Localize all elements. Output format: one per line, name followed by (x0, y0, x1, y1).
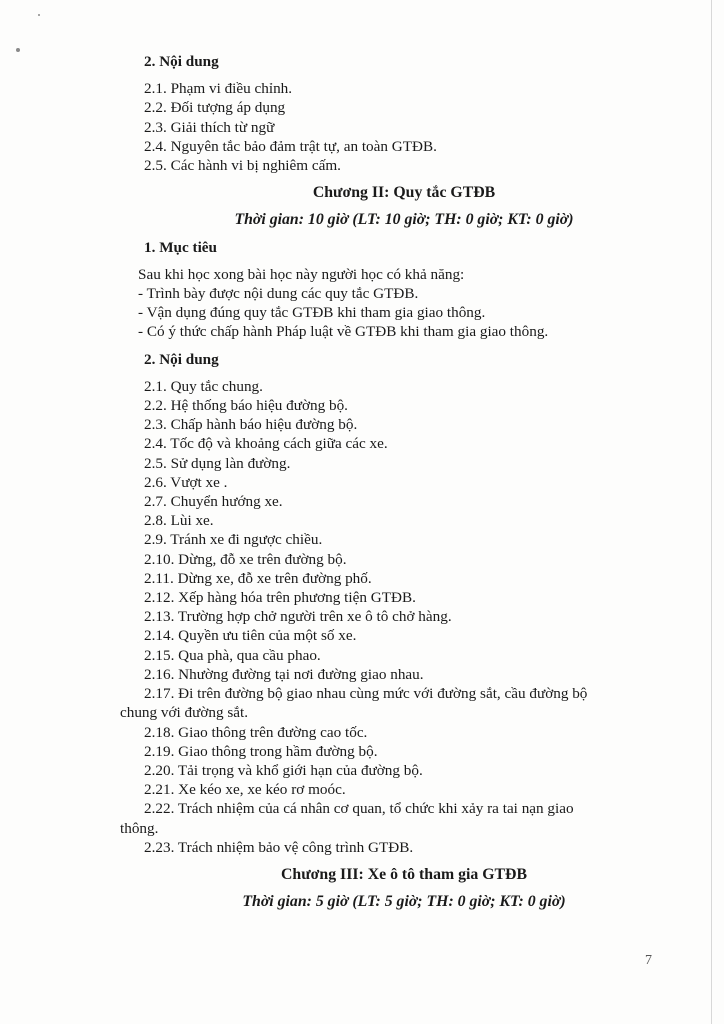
section-heading: 2. Nội dung (144, 53, 219, 70)
list-item: 2.13. Trường hợp chở người trên xe ô tô chở hàng. (144, 608, 452, 626)
objective-line: - Vận dụng đúng quy tắc GTĐB khi tham gia giao thông. (138, 304, 486, 322)
chapter-title: Chương III: Xe ô tô tham gia GTĐB (281, 865, 527, 883)
list-item: 2.23. Trách nhiệm bảo vệ công trình GTĐB. (144, 838, 414, 856)
content-list (144, 79, 664, 175)
page-number: 7 (645, 953, 652, 968)
list-item: 2.1. Quy tắc chung. (144, 377, 263, 395)
document-body (120, 52, 664, 919)
objectives-list (138, 265, 664, 342)
list-item (120, 684, 664, 722)
scan-edge-line (711, 0, 712, 1024)
list-item: 2.5. Các hành vi bị nghiêm cấm. (144, 157, 341, 175)
list-item-line: chung với đường sắt. (120, 704, 249, 722)
list-item (120, 799, 664, 837)
list-item: 2.4. Tốc độ và khoảng cách giữa các xe. (144, 435, 388, 453)
list-item: 2.9. Tránh xe đi ngược chiều. (144, 531, 323, 549)
scan-speck (16, 48, 20, 52)
list-item: 2.1. Phạm vi điều chỉnh. (144, 80, 293, 98)
content-list (120, 377, 664, 857)
list-item: 2.21. Xe kéo xe, xe kéo rơ moóc. (144, 781, 346, 799)
scan-speck (38, 14, 40, 16)
list-item: 2.19. Giao thông trong hầm đường bộ. (144, 742, 378, 760)
chapter-title: Chương II: Quy tắc GTĐB (312, 184, 496, 202)
list-item: 2.7. Chuyển hướng xe. (144, 493, 283, 511)
list-item-line: thông. (120, 819, 159, 837)
list-item: 2.3. Giải thích từ ngữ (144, 118, 275, 136)
list-item: 2.10. Dừng, đỗ xe trên đường bộ. (144, 550, 347, 568)
list-item: 2.6. Vượt xe . (144, 473, 228, 491)
chapter-time: Thời gian: 10 giờ (LT: 10 giờ; TH: 0 giờ; KT: 0 giờ) (234, 211, 574, 229)
list-item: 2.5. Sử dụng làn đường. (144, 454, 291, 472)
list-item: 2.18. Giao thông trên đường cao tốc. (144, 723, 368, 741)
list-item: 2.16. Nhường đường tại nơi đường giao nhau. (144, 665, 424, 683)
objective-line: Sau khi học xong bài học này người học có khả năng: (138, 265, 465, 283)
list-item: 2.8. Lùi xe. (144, 512, 214, 530)
list-item: 2.4. Nguyên tắc bảo đảm trật tự, an toàn GTĐB. (144, 137, 437, 155)
objectives-heading: 1. Mục tiêu (144, 238, 217, 256)
list-item: 2.2. Đối tượng áp dụng (144, 99, 286, 117)
list-item: 2.11. Dừng xe, đỗ xe trên đường phố. (144, 569, 372, 587)
chapter-time: Thời gian: 5 giờ (LT: 5 giờ; TH: 0 giờ; KT: 0 giờ) (242, 893, 566, 911)
list-item: 2.2. Hệ thống báo hiệu đường bộ. (144, 397, 348, 415)
objective-line: - Có ý thức chấp hành Pháp luật về GTĐB khi tham gia giao thông. (138, 323, 549, 341)
list-item: 2.12. Xếp hàng hóa trên phương tiện GTĐB. (144, 589, 416, 607)
section-heading: 2. Nội dung (144, 350, 219, 368)
objective-line: - Trình bày được nội dung các quy tắc GTĐB. (138, 285, 419, 303)
list-item-line: 2.22. Trách nhiệm của cá nhân cơ quan, tổ chức khi xảy ra tai nạn giao (144, 800, 574, 818)
list-item: 2.20. Tải trọng và khổ giới hạn của đường bộ. (144, 761, 423, 779)
list-item: 2.15. Qua phà, qua cầu phao. (144, 646, 321, 664)
list-item: 2.14. Quyền ưu tiên của một số xe. (144, 627, 357, 645)
list-item: 2.3. Chấp hành báo hiệu đường bộ. (144, 416, 358, 434)
list-item-line: 2.17. Đi trên đường bộ giao nhau cùng mức với đường sắt, cầu đường bộ (144, 685, 588, 703)
